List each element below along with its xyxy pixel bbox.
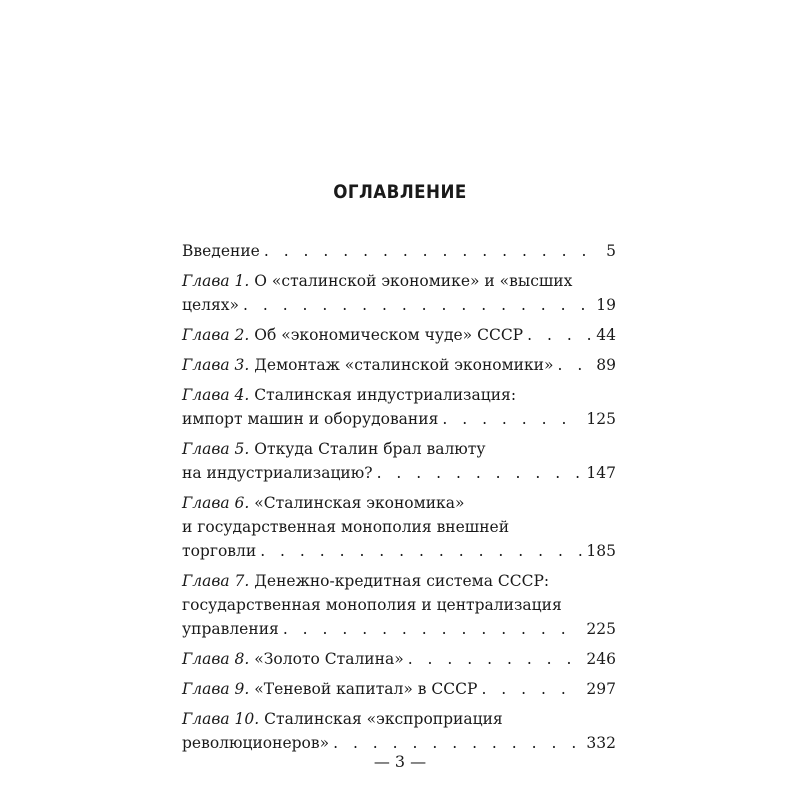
toc-entry-title-line: и государственная монополия внешней [182,518,510,536]
toc-entry-title-line: Откуда Сталин брал валюту [254,440,486,458]
toc-entry-chapter-7[interactable] [182,569,616,641]
toc-entry-title: «Теневой капитал» в СССР [254,680,478,698]
toc-page-number: 5 [606,242,616,260]
toc-entry-title-line: государственная монополия и централизация [182,596,562,614]
toc-page-number: 125 [586,410,616,428]
toc-entry-title-line: импорт машин и оборудования [182,410,439,428]
page-number-footer: — 3 — [373,752,427,771]
chapter-label: Глава 8. [182,650,250,668]
toc-entry-chapter-2[interactable] [182,323,616,347]
toc-page-number: 147 [586,464,616,482]
toc-entry-chapter-8[interactable] [182,647,616,671]
toc-entry-chapter-1[interactable] [182,269,616,317]
toc-entry-introduction[interactable] [182,239,616,263]
toc-page-number: 44 [596,326,616,344]
toc-leader-dots [558,353,593,377]
toc-entry-chapter-9[interactable] [182,677,616,701]
toc-page-number: 185 [586,542,616,560]
chapter-label: Глава 6. [182,494,250,512]
toc-entry-chapter-10[interactable] [182,707,616,755]
toc-leader-dots [442,407,582,431]
chapter-label: Глава 3. [182,356,250,374]
toc-entry-title-line: революционеров» [182,734,330,752]
toc-leader-dots [377,461,583,485]
toc-entry-title-line: Сталинская индустриализация: [254,386,517,404]
toc-entry-title: Об «экономическом чуде» СССР [254,326,524,344]
toc-entry-chapter-6[interactable] [182,491,616,563]
toc-list [182,239,616,761]
toc-entry-title-line: Сталинская «экспроприация [264,710,503,728]
toc-page-number: 297 [586,680,616,698]
toc-entry-title-line: Денежно-кредитная система СССР: [254,572,550,590]
toc-leader-dots [481,677,582,701]
chapter-label: Глава 10. [182,710,260,728]
toc-entry-title-line: О «сталинской экономике» и «высших [254,272,573,290]
toc-page-number: 225 [586,620,616,638]
chapter-label: Глава 2. [182,326,250,344]
toc-entry-title: Введение [182,242,260,260]
chapter-label: Глава 1. [182,272,250,290]
toc-entry-title: Демонтаж «сталинской экономики» [254,356,554,374]
toc-entry-chapter-4[interactable] [182,383,616,431]
toc-entry-chapter-3[interactable] [182,353,616,377]
toc-page-number: 332 [586,734,616,752]
toc-entry-title-line: управления [182,620,279,638]
chapter-label: Глава 4. [182,386,250,404]
toc-entry-chapter-5[interactable] [182,437,616,485]
toc-leader-dots [264,239,602,263]
chapter-label: Глава 5. [182,440,250,458]
toc-entry-title-line: торговли [182,542,257,560]
toc-leader-dots [527,323,592,347]
toc-leader-dots [243,293,592,317]
chapter-label: Глава 7. [182,572,250,590]
toc-entry-title: «Золото Сталина» [254,650,404,668]
toc-entry-title-line: «Сталинская экономика» [254,494,465,512]
chapter-label: Глава 9. [182,680,250,698]
toc-page-number: 19 [596,296,616,314]
toc-entry-title-line: целях» [182,296,239,314]
toc-leader-dots [260,539,582,563]
page-title: ОГЛАВЛЕНИЕ [333,181,467,203]
toc-page-number: 89 [596,356,616,374]
toc-entry-title-line: на индустриализацию? [182,464,373,482]
toc-page-number: 246 [586,650,616,668]
toc-leader-dots [283,617,583,641]
toc-leader-dots [408,647,583,671]
